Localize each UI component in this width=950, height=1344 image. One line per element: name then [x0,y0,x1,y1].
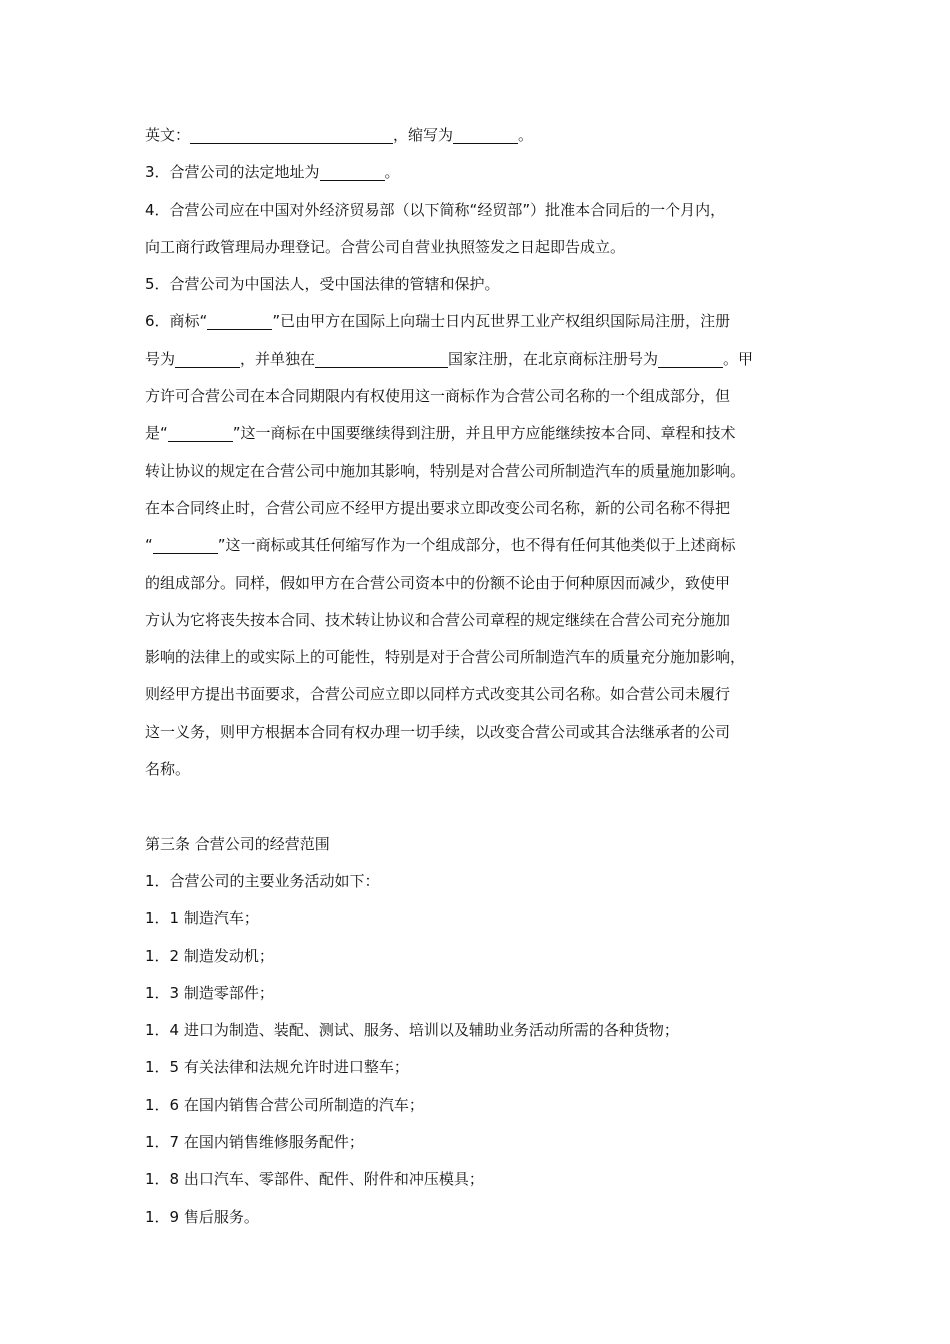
registration-number-blank [175,350,240,368]
english-name-blank [190,126,393,144]
clause-4-line-1: 4．合营公司应在中国对外经济贸易部（以下简称“经贸部”）批准本合同后的一个月内， [145,200,726,219]
clause-6-line-12: 这一义务，则甲方根据本合同有权办理一切手续，以改变合营公司或其合法继承者的公司 [145,722,731,741]
article-3-intro: 1．合营公司的主要业务活动如下： [145,871,380,890]
clause-6-line-7: “ ”这一商标或其任何缩写作为一个组成部分，也不得有任何其他类似于上述商标 [145,536,736,555]
list-item: 1．9 售后服务。 [145,1207,259,1226]
list-item: 1．5 有关法律和法规允许时进口整车； [145,1058,409,1077]
clause-6-line-1: 6．商标“ ”已由甲方在国际上向瑞士日内瓦世界工业产权组织国际局注册，注册 [145,312,731,331]
clause-6-line-5: 转让协议的规定在合营公司中施加其影响，特别是对合营公司所制造汽车的质量施加影响。 [145,461,746,480]
beijing-registration-blank [658,350,723,368]
trademark-blank [207,313,272,331]
clause-6-line-3: 方许可合营公司在本合同期限内有权使用这一商标作为合营公司名称的一个组成部分，但 [145,387,731,406]
clause-6-line-11: 则经甲方提出书面要求，合营公司应立即以同样方式改变其公司名称。如合营公司未履行 [145,685,731,704]
list-item: 1．7 在国内销售维修服务配件； [145,1133,364,1152]
clause-6-line-9: 方认为它将丧失按本合同、技术转让协议和合营公司章程的规定继续在合营公司充分施加 [145,610,731,629]
trademark-blank [153,537,218,555]
clause-6-line-8: 的组成部分。同样，假如甲方在合营公司资本中的份额不论由于何种原因而减少，致使甲 [145,573,731,592]
article-3-title: 第三条 合营公司的经营范围 [145,834,330,853]
country-blank [315,350,448,368]
clause-6-line-6: 在本合同终止时，合营公司应不经甲方提出要求立即改变公司名称，新的公司名称不得把 [145,498,731,517]
list-item: 1．6 在国内销售合营公司所制造的汽车； [145,1095,424,1114]
address-blank [320,164,385,182]
business-activity-list [145,900,810,1236]
clause-6-line-4: 是“ ”这一商标在中国要继续得到注册，并且甲方应能继续按本合同、章程和技术 [145,424,736,443]
list-item: 1．3 制造零部件； [145,983,274,1002]
list-item: 1．2 制造发动机； [145,946,274,965]
clause-3: 3．合营公司的法定地址为 。 [145,163,400,182]
clause-4-line-2: 向工商行政管理局办理登记。合营公司自营业执照签发之日起即告成立。 [145,237,626,256]
list-item: 1．8 出口汽车、零部件、配件、附件和冲压模具； [145,1170,484,1189]
abbreviation-blank [453,126,518,144]
clause-5: 5．合营公司为中国法人，受中国法律的管辖和保护。 [145,275,500,294]
contract-text [145,117,810,1236]
clause-6-line-13: 名称。 [145,760,191,779]
english-name-line: 英文： ，缩写为 。 [145,126,534,144]
list-item: 1．1 制造汽车； [145,909,259,928]
trademark-blank [168,425,233,443]
clause-6-line-10: 影响的法律上的或实际上的可能性，特别是对于合营公司所制造汽车的质量充分施加影响， [145,648,746,667]
clause-6-line-2: 号为 ，并单独在 国家注册，在北京商标注册号为 。甲 [145,349,754,368]
list-item: 1．4 进口为制造、装配、测试、服务、培训以及辅助业务活动所需的各种货物； [145,1021,679,1040]
